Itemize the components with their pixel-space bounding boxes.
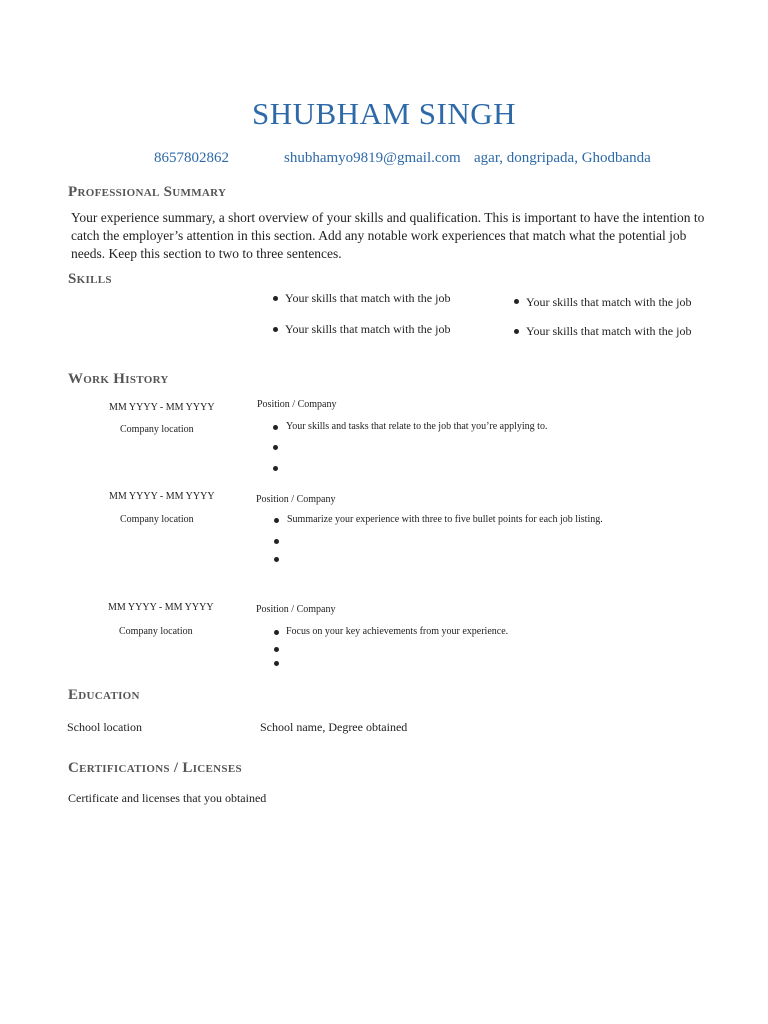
bullet-icon (274, 630, 279, 635)
bullet-icon (514, 329, 519, 334)
bullet-icon (274, 661, 279, 666)
school-degree: School name, Degree obtained (260, 720, 408, 734)
bullet-icon (274, 557, 279, 562)
job-dates: MM YYYY - MM YYYY (109, 402, 215, 413)
resume-name: SHUBHAM SINGH (251, 96, 516, 131)
certifications-text: Certificate and licenses that you obtained (68, 791, 267, 805)
bullet-icon (273, 327, 278, 332)
bullet-icon (273, 425, 278, 430)
email-address: shubhamyo9819@gmail.com (284, 150, 461, 166)
bullet-icon (273, 296, 278, 301)
job-location: Company location (119, 626, 193, 637)
bullet-icon (274, 647, 279, 652)
skill-item: Your skills that match with the job (285, 322, 451, 336)
bullet-icon (274, 518, 279, 523)
job-dates: MM YYYY - MM YYYY (109, 491, 215, 502)
job-location: Company location (120, 514, 194, 525)
job-dates: MM YYYY - MM YYYY (108, 602, 214, 613)
job-position: Position / Company (257, 399, 337, 410)
job-position: Position / Company (256, 494, 336, 505)
bullet-icon (514, 299, 519, 304)
skill-item: Your skills that match with the job (526, 295, 692, 309)
street-address: agar, dongripada, Ghodbanda (474, 150, 651, 166)
job-bullet: Focus on your key achievements from your experience. (286, 626, 509, 637)
phone-number: 8657802862 (154, 150, 229, 166)
job-bullet: Summarize your experience with three to five bullet points for each job listing. (287, 514, 603, 525)
section-title-certifications: Certifications / Licenses (68, 760, 242, 776)
section-title-education: Education (68, 687, 140, 703)
skill-item: Your skills that match with the job (526, 324, 692, 338)
section-title-skills: Skills (68, 271, 112, 287)
school-location: School location (67, 720, 142, 734)
skill-item: Your skills that match with the job (285, 291, 451, 305)
job-position: Position / Company (256, 604, 336, 615)
section-title-work: Work History (68, 371, 169, 387)
bullet-icon (273, 466, 278, 471)
job-location: Company location (120, 424, 194, 435)
bullet-icon (274, 539, 279, 544)
job-bullet: Your skills and tasks that relate to the job that you’re applying to. (286, 421, 548, 432)
section-title-summary: Professional Summary (68, 184, 227, 200)
bullet-icon (273, 445, 278, 450)
summary-text: Your experience summary, a short overview of your skills and qualification. This is important to have the intention to catch the employer’s attention in this section. Add any notable work experiences that match what the potential job needs. Keep this section to two to three sentences. (71, 210, 705, 261)
